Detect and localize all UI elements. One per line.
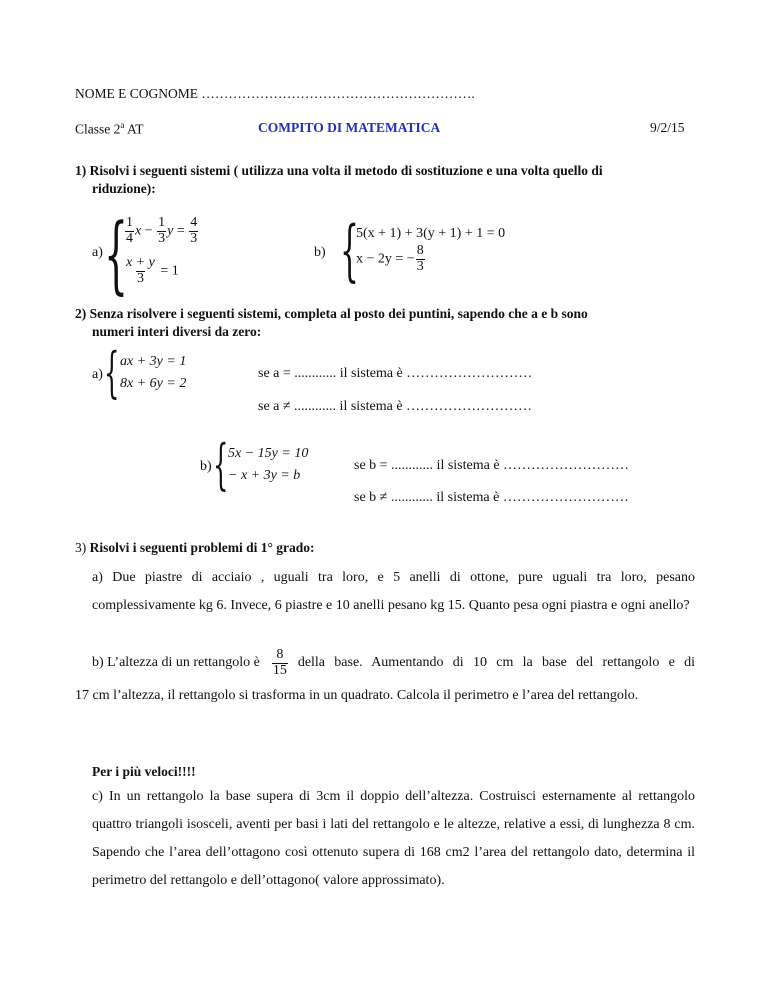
- problem-b-pre: b) L’altezza di un rettangolo è: [92, 655, 260, 671]
- class-superscript: a: [120, 120, 125, 130]
- ex2-b-brace: {: [213, 433, 229, 496]
- frac-den: 15: [272, 662, 287, 678]
- ex2-b-eq2: − x + 3y = b: [228, 468, 301, 483]
- class-text: Classe 2: [75, 121, 121, 137]
- var-y: y: [167, 223, 174, 239]
- ex2-heading-line1: 2) Senza risolvere i seguenti sistemi, completa al posto dei puntini, sapendo che a e b sono: [75, 306, 588, 321]
- minus: −: [141, 223, 157, 239]
- ex2-a-eq2: 8x + 6y = 2: [120, 376, 187, 391]
- ex3-heading-text: Risolvi i seguenti problemi di 1° grado:: [89, 540, 315, 555]
- equals: =: [173, 223, 189, 239]
- ex1-b-eq1: 5(x + 1) + 3(y + 1) + 1 = 0: [356, 226, 506, 241]
- var-x: x: [135, 223, 142, 239]
- ex2-b-line2: se b ≠ ............ il sistema è ………………………: [354, 490, 629, 505]
- ex1-a-brace: {: [104, 205, 129, 303]
- problem-b-line1: [92, 648, 695, 678]
- ex2-heading-line2: numeri interi diversi da zero:: [92, 324, 262, 339]
- problem-b-post: della base. Aumentando di 10 cm la base del rettangolo e di: [297, 655, 695, 671]
- date: 9/2/15: [650, 120, 685, 135]
- ex2-a-brace: {: [104, 341, 120, 404]
- frac-num: 8: [416, 243, 424, 258]
- ex1-a-eq1: [124, 216, 199, 246]
- frac-den: 4: [126, 230, 133, 246]
- frac-num: 4: [190, 215, 198, 230]
- frac-den: 3: [158, 230, 166, 246]
- problem-b-text2: 17 cm l’altezza, il rettangolo si trasforma in un quadrato. Calcola il perimetro e l’area del rettangolo.: [75, 688, 639, 703]
- ex1-heading-line2: riduzione):: [92, 181, 156, 196]
- frac-num: 1: [126, 215, 133, 230]
- ex1-a-label: a): [92, 245, 103, 260]
- fast-heading: Per i più veloci!!!!: [92, 764, 196, 779]
- name-line: NOME E COGNOME …………………………………………………….: [75, 86, 475, 101]
- ex2-a-line1: se a = ............ il sistema è ………………………: [258, 366, 533, 381]
- frac-den: 3: [416, 258, 424, 274]
- equation-lhs: x − 2y = −: [356, 251, 415, 267]
- frac-num: x + y: [126, 255, 155, 270]
- ex1-b-eq2: [356, 244, 426, 274]
- ex1-a-eq2: [124, 256, 179, 286]
- ex1-b-label: b): [314, 245, 326, 260]
- ex2-b-label: b): [200, 459, 212, 474]
- ex2-a-line2: se a ≠ ............ il sistema è ………………………: [258, 399, 533, 414]
- page-title: COMPITO DI MATEMATICA: [258, 120, 441, 135]
- ex2-b-eq1: 5x − 15y = 10: [228, 446, 309, 461]
- ex2-a-label: a): [92, 367, 103, 382]
- ex3-heading: [75, 540, 315, 556]
- ex2-b-line1: se b = ............ il sistema è ………………………: [354, 458, 630, 473]
- class-label: [75, 120, 144, 138]
- frac-den: 3: [136, 270, 144, 286]
- class-rest: AT: [124, 121, 144, 137]
- ex3-number: 3): [75, 540, 90, 555]
- problem-c-text: c) In un rettangolo la base supera di 3cm il doppio dell’altezza. Costruisci esternamente al rettangolo quattro triangoli isosceli, aventi per basi i lati del rettangolo e le altezze, relative a essi, di lunghezza 8 cm. Sapendo che l’area dell’ottagono così ottenuto supera di 168 cm2 l’area del rettangolo dato, determina il perimetro del rettangolo e dell’ottagono( valore approssimato).: [92, 789, 695, 888]
- ex1-b-brace: {: [340, 212, 359, 289]
- frac-den: 3: [190, 230, 198, 246]
- frac-num: 1: [158, 215, 166, 230]
- frac-num: 8: [276, 647, 284, 662]
- ex1-heading-line1: 1) Risolvi i seguenti sistemi ( utilizza una volta il metodo di sostituzione e una volta quello di: [75, 163, 603, 178]
- ex2-a-eq1: ax + 3y = 1: [120, 354, 187, 369]
- equation-rhs: = 1: [156, 263, 179, 279]
- problem-a-text: a) Due piastre di acciaio , uguali tra loro, e 5 anelli di ottone, pure uguali tra loro, pesano complessivamente kg 6. Invece, 6 piastre e 10 anelli pesano kg 15. Quanto pesa ogni piastra e ogni anello?: [92, 570, 695, 613]
